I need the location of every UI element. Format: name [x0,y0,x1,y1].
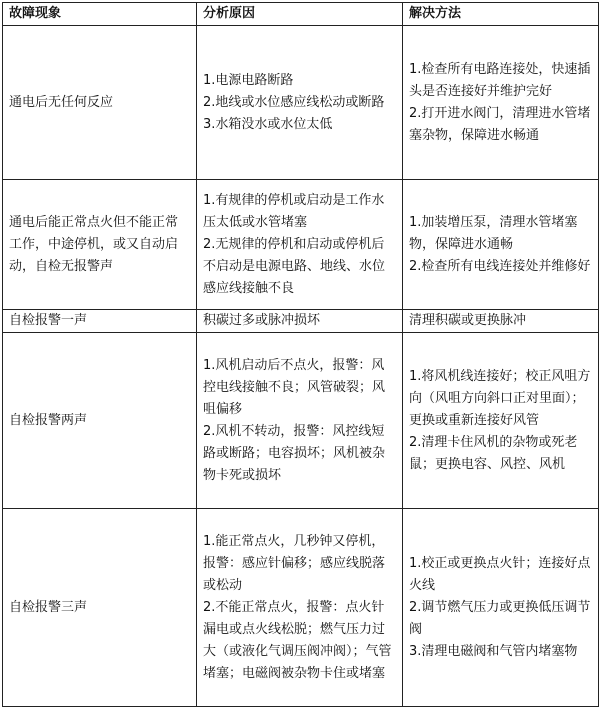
header-solution: 解决方法 [403,3,599,26]
cause-item: 1.电源电路断路 [203,72,294,88]
solution-item: 1.校正或更换点火针；连接好点火线 [409,555,591,593]
solution-cell [403,333,599,509]
symptom-cell: 通电后无任何反应 [3,26,197,180]
solution-cell [403,310,599,333]
header-symptom: 故障现象 [3,3,197,26]
cause-item: 1.风机启动后不点火，报警：风控电线接触不良；风管破裂；风咀偏移 [203,357,386,417]
cause-item: 2.无规律的停机和启动或停机后不启动是电源电路、地线、水位感应线接触不良 [203,236,386,296]
cause-item: 1.有规律的停机或启动是工作水压太低或水管堵塞 [203,192,385,230]
header-row [3,3,599,26]
header-cause: 分析原因 [197,3,403,26]
table-row [3,310,599,333]
table-row [3,26,599,180]
solution-item: 1.加装增压泵，清理水管堵塞物，保障进水通畅 [409,214,578,252]
solution-item: 1.检查所有电路连接处，快速插头是否连接好并维护完好 [409,61,591,99]
solution-item: 2.打开进水阀门，清理进水管堵塞杂物，保障进水畅通 [409,105,591,143]
symptom-cell: 自检报警两声 [3,333,197,509]
solution-cell [403,180,599,310]
table-row [3,333,599,509]
solution-item: 1.将风机线连接好；校正风咀方向（风咀方向斜口正对里面）；更换或重新连接好风管 [409,368,591,428]
solution-item: 2.检查所有电线连接处并维修好 [409,258,591,274]
cause-cell [197,333,403,509]
solution-item: 2.调节燃气压力或更换低压调节阀 [409,599,591,637]
symptom-cell: 通电后能正常点火但不能正常工作，中途停机，或又自动启动，自检无报警声 [3,180,197,310]
cause-item: 2.不能正常点火，报警：点火针漏电或点火线松脱；燃气压力过大（或液化气调压阀冲阀）；气管堵塞；电磁阀被杂物卡住或堵塞 [203,599,392,681]
cause-cell [197,509,403,707]
cause-item: 3.水箱没水或水位太低 [203,116,333,132]
symptom-cell: 自检报警三声 [3,509,197,707]
cause-cell [197,180,403,310]
cause-item: 1.能正常点火，几秒钟又停机，报警：感应针偏移；感应线脱落或松动 [203,533,386,593]
cause-item: 积碳过多或脉冲损坏 [203,313,321,328]
table-row [3,180,599,310]
symptom-cell: 自检报警一声 [3,310,197,333]
cause-item: 2.地线或水位感应线松动或断路 [203,94,385,110]
solution-cell [403,509,599,707]
solution-item: 2.清理卡住风机的杂物或死老鼠；更换电容、风控、风机 [409,434,578,472]
cause-item: 2.风机不转动，报警：风控线短路或断路；电容损坏；风机被杂物卡死或损坏 [203,423,386,483]
solution-item: 清理积碳或更换脉冲 [409,313,527,328]
solution-item: 3.清理电磁阀和气管内堵塞物 [409,643,578,659]
troubleshooting-table [2,2,599,707]
solution-cell [403,26,599,180]
cause-cell [197,26,403,180]
table-row [3,509,599,707]
cause-cell [197,310,403,333]
